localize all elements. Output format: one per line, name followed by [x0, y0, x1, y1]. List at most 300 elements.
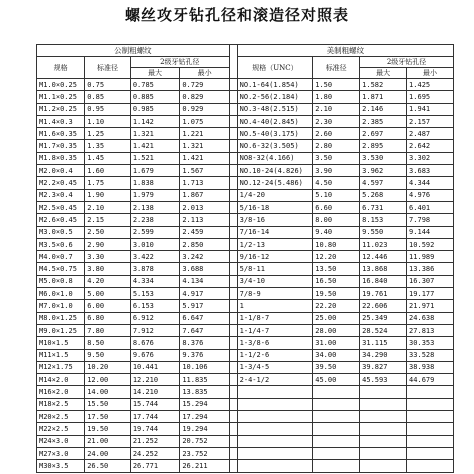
- imperial-cell: 34.00: [313, 349, 360, 361]
- metric-cell: M2.6×0.45: [37, 214, 85, 226]
- metric-cell: 11.835: [180, 374, 230, 386]
- imperial-cell: 2.642: [407, 140, 454, 152]
- metric-cell: M14×2.0: [37, 374, 85, 386]
- imperial-cell: 10.80: [313, 238, 360, 250]
- imperial-cell: [237, 460, 313, 472]
- table-row: [37, 189, 454, 201]
- imperial-cell: 28.00: [313, 324, 360, 336]
- table-row: [37, 152, 454, 164]
- imperial-cell: 25.349: [360, 312, 407, 324]
- metric-cell: 4.334: [130, 275, 180, 287]
- table-row: [37, 226, 454, 238]
- table-row: [37, 79, 454, 91]
- imperial-cell: [313, 411, 360, 423]
- metric-cell: M1.7×0.35: [37, 140, 85, 152]
- column-gap: [229, 165, 237, 177]
- metric-cell: 2.10: [85, 201, 131, 213]
- metric-cell: 13.835: [180, 386, 230, 398]
- metric-cell: 1.35: [85, 140, 131, 152]
- imperial-cell: 16.307: [407, 275, 454, 287]
- imperial-cell: 1-1/2-6: [237, 349, 313, 361]
- metric-cell: 9.676: [130, 349, 180, 361]
- metric-cell: M11×1.5: [37, 349, 85, 361]
- metric-cell: 1.075: [180, 115, 230, 127]
- imperial-cell: 10.592: [407, 238, 454, 250]
- imperial-min-header: 最小: [407, 68, 454, 79]
- metric-cell: 4.917: [180, 288, 230, 300]
- metric-cell: 8.50: [85, 337, 131, 349]
- column-gap: [229, 251, 237, 263]
- metric-cell: 0.729: [180, 79, 230, 91]
- imperial-cell: [313, 435, 360, 447]
- imperial-cell: 44.679: [407, 374, 454, 386]
- imperial-cell: [360, 398, 407, 410]
- metric-cell: 5.917: [180, 300, 230, 312]
- table-row: [37, 374, 454, 386]
- imperial-cell: 1-1/8-7: [237, 312, 313, 324]
- metric-cell: M18×2.5: [37, 398, 85, 410]
- metric-cell: 2.599: [130, 226, 180, 238]
- column-gap: [229, 300, 237, 312]
- metric-cell: 1.10: [85, 115, 131, 127]
- imperial-cell: 22.606: [360, 300, 407, 312]
- imperial-cell: 1.80: [313, 91, 360, 103]
- table-row: [37, 165, 454, 177]
- metric-cell: 21.00: [85, 435, 131, 447]
- metric-cell: M2.2×0.45: [37, 177, 85, 189]
- imperial-cell: 19.761: [360, 288, 407, 300]
- metric-cell: 6.647: [180, 312, 230, 324]
- imperial-cell: 3.683: [407, 165, 454, 177]
- column-gap: [229, 423, 237, 435]
- metric-cell: 26.50: [85, 460, 131, 472]
- metric-cell: 2.113: [180, 214, 230, 226]
- imperial-cell: [313, 447, 360, 459]
- metric-cell: 6.912: [130, 312, 180, 324]
- imperial-cell: [237, 423, 313, 435]
- imperial-cell: [360, 423, 407, 435]
- imperial-cell: 33.528: [407, 349, 454, 361]
- imperial-cell: 39.50: [313, 361, 360, 373]
- imperial-cell: [360, 447, 407, 459]
- imperial-cell: 4.50: [313, 177, 360, 189]
- metric-cell: M4.5×0.75: [37, 263, 85, 275]
- imperial-cell: 1-3/8-6: [237, 337, 313, 349]
- metric-cell: M20×2.5: [37, 411, 85, 423]
- metric-cell: 12.210: [130, 374, 180, 386]
- imperial-cell: 4.344: [407, 177, 454, 189]
- imperial-cell: [360, 435, 407, 447]
- imperial-cell: 5/16-18: [237, 201, 313, 213]
- column-gap: [229, 288, 237, 300]
- metric-size-header: 规格: [37, 57, 85, 79]
- metric-cell: 1.45: [85, 152, 131, 164]
- metric-cell: 2.850: [180, 238, 230, 250]
- imperial-cell: 1.695: [407, 91, 454, 103]
- metric-cell: 2.90: [85, 238, 131, 250]
- imperial-cell: 31.115: [360, 337, 407, 349]
- imperial-cell: 7.798: [407, 214, 454, 226]
- table-row: [37, 201, 454, 213]
- imperial-cell: [407, 386, 454, 398]
- imperial-cell: [407, 435, 454, 447]
- imperial-cell: 9/16-12: [237, 251, 313, 263]
- table-row: [37, 300, 454, 312]
- metric-cell: 5.00: [85, 288, 131, 300]
- metric-cell: M4.0×0.7: [37, 251, 85, 263]
- imperial-cell: 38.938: [407, 361, 454, 373]
- imperial-max-header: 最大: [360, 68, 407, 79]
- metric-cell: 3.242: [180, 251, 230, 263]
- imperial-cell: 24.638: [407, 312, 454, 324]
- imperial-cell: 1/2-13: [237, 238, 313, 250]
- imperial-cell: 2.385: [360, 115, 407, 127]
- metric-cell: 1.421: [130, 140, 180, 152]
- metric-cell: M1.4×0.3: [37, 115, 85, 127]
- metric-cell: 2.138: [130, 201, 180, 213]
- column-gap: [229, 152, 237, 164]
- metric-cell: M1.2×0.25: [37, 103, 85, 115]
- metric-cell: 19.294: [180, 423, 230, 435]
- metric-cell: 3.878: [130, 263, 180, 275]
- metric-cell: 15.294: [180, 398, 230, 410]
- imperial-cell: 34.290: [360, 349, 407, 361]
- imperial-cell: 3.962: [360, 165, 407, 177]
- column-gap: [229, 263, 237, 275]
- metric-cell: M2.5×0.45: [37, 201, 85, 213]
- metric-cell: 19.744: [130, 423, 180, 435]
- comparison-table: [36, 44, 454, 473]
- metric-cell: 0.75: [85, 79, 131, 91]
- metric-cell: 0.85: [85, 91, 131, 103]
- imperial-cell: [407, 423, 454, 435]
- imperial-cell: 45.593: [360, 374, 407, 386]
- metric-grade-header: 2级牙钻孔径: [130, 57, 229, 68]
- column-gap: [229, 337, 237, 349]
- imperial-cell: 1.582: [360, 79, 407, 91]
- imperial-cell: 3/8-16: [237, 214, 313, 226]
- column-gap: [229, 140, 237, 152]
- column-gap: [229, 201, 237, 213]
- imperial-cell: NO.12-24(5.486): [237, 177, 313, 189]
- metric-cell: 17.744: [130, 411, 180, 423]
- metric-cell: 6.80: [85, 312, 131, 324]
- imperial-cell: 3/4-10: [237, 275, 313, 287]
- table-body: [37, 79, 454, 473]
- metric-standard-header: 标准径: [85, 57, 131, 79]
- metric-cell: 5.153: [130, 288, 180, 300]
- metric-cell: M2.3×0.4: [37, 189, 85, 201]
- metric-cell: 14.210: [130, 386, 180, 398]
- metric-cell: M16×2.0: [37, 386, 85, 398]
- imperial-cell: 16.50: [313, 275, 360, 287]
- imperial-cell: NO.1-64(1.854): [237, 79, 313, 91]
- table-row: [37, 337, 454, 349]
- metric-cell: 21.252: [130, 435, 180, 447]
- imperial-cell: 1.941: [407, 103, 454, 115]
- table-row: [37, 128, 454, 140]
- imperial-cell: 1.871: [360, 91, 407, 103]
- table-row: [37, 263, 454, 275]
- metric-cell: 24.252: [130, 447, 180, 459]
- imperial-cell: 4.976: [407, 189, 454, 201]
- table-row: [37, 447, 454, 459]
- metric-cell: 1.838: [130, 177, 180, 189]
- metric-cell: 0.929: [180, 103, 230, 115]
- metric-cell: 9.376: [180, 349, 230, 361]
- imperial-cell: 12.20: [313, 251, 360, 263]
- imperial-cell: 2.60: [313, 128, 360, 140]
- metric-cell: 0.985: [130, 103, 180, 115]
- imperial-cell: 3.50: [313, 152, 360, 164]
- metric-cell: 1.521: [130, 152, 180, 164]
- imperial-cell: [360, 386, 407, 398]
- imperial-cell: 1.50: [313, 79, 360, 91]
- column-gap: [229, 398, 237, 410]
- imperial-cell: 19.50: [313, 288, 360, 300]
- metric-cell: 3.422: [130, 251, 180, 263]
- imperial-cell: 2-4-1/2: [237, 374, 313, 386]
- metric-cell: 7.80: [85, 324, 131, 336]
- table-row: [37, 91, 454, 103]
- metric-cell: 6.153: [130, 300, 180, 312]
- imperial-cell: [407, 447, 454, 459]
- imperial-cell: NO.6-32(3.505): [237, 140, 313, 152]
- metric-cell: 20.752: [180, 435, 230, 447]
- table-row: [37, 238, 454, 250]
- metric-cell: 15.50: [85, 398, 131, 410]
- imperial-cell: NO.2-56(2.184): [237, 91, 313, 103]
- column-gap: [229, 361, 237, 373]
- metric-min-header: 最小: [180, 68, 230, 79]
- metric-cell: 7.912: [130, 324, 180, 336]
- metric-cell: 1.25: [85, 128, 131, 140]
- imperial-cell: NO.4-40(2.845): [237, 115, 313, 127]
- imperial-cell: 25.00: [313, 312, 360, 324]
- metric-cell: 0.95: [85, 103, 131, 115]
- metric-cell: 2.459: [180, 226, 230, 238]
- imperial-cell: NO.10-24(4.826): [237, 165, 313, 177]
- metric-cell: 1.75: [85, 177, 131, 189]
- table-row: [37, 177, 454, 189]
- column-gap: [229, 349, 237, 361]
- metric-cell: 12.00: [85, 374, 131, 386]
- column-gap: [229, 374, 237, 386]
- metric-group-header: 公制粗螺纹: [37, 45, 230, 57]
- imperial-cell: 19.177: [407, 288, 454, 300]
- metric-cell: 10.20: [85, 361, 131, 373]
- imperial-cell: 2.895: [360, 140, 407, 152]
- imperial-cell: [360, 460, 407, 472]
- metric-cell: 1.979: [130, 189, 180, 201]
- column-gap: [229, 411, 237, 423]
- metric-cell: 1.867: [180, 189, 230, 201]
- column-gap: [229, 79, 237, 91]
- table-row: [37, 386, 454, 398]
- metric-cell: 2.15: [85, 214, 131, 226]
- metric-cell: 0.829: [180, 91, 230, 103]
- metric-cell: M30×3.5: [37, 460, 85, 472]
- column-gap: [229, 275, 237, 287]
- imperial-cell: 2.10: [313, 103, 360, 115]
- imperial-cell: 8.00: [313, 214, 360, 226]
- column-gap: [229, 324, 237, 336]
- metric-cell: M3.5×0.6: [37, 238, 85, 250]
- metric-cell: 1.321: [180, 140, 230, 152]
- metric-cell: 14.00: [85, 386, 131, 398]
- metric-cell: 2.238: [130, 214, 180, 226]
- imperial-cell: [313, 423, 360, 435]
- imperial-cell: 2.157: [407, 115, 454, 127]
- table-row: [37, 275, 454, 287]
- metric-cell: 26.771: [130, 460, 180, 472]
- imperial-cell: 2.80: [313, 140, 360, 152]
- metric-cell: 3.688: [180, 263, 230, 275]
- imperial-group-header: 美制粗螺纹: [237, 45, 453, 57]
- imperial-cell: 30.353: [407, 337, 454, 349]
- imperial-cell: 22.20: [313, 300, 360, 312]
- imperial-cell: 6.60: [313, 201, 360, 213]
- imperial-cell: 1-3/4-5: [237, 361, 313, 373]
- column-gap: [229, 447, 237, 459]
- column-gap: [229, 45, 237, 79]
- imperial-cell: [237, 386, 313, 398]
- imperial-cell: 7/8-9: [237, 288, 313, 300]
- imperial-cell: 16.840: [360, 275, 407, 287]
- imperial-cell: [313, 460, 360, 472]
- metric-cell: 4.20: [85, 275, 131, 287]
- metric-cell: M1.0×0.25: [37, 79, 85, 91]
- metric-cell: 3.80: [85, 263, 131, 275]
- table-row: [37, 103, 454, 115]
- imperial-cell: NO.5-40(3.175): [237, 128, 313, 140]
- imperial-cell: [313, 398, 360, 410]
- metric-cell: 17.294: [180, 411, 230, 423]
- metric-cell: 1.142: [130, 115, 180, 127]
- metric-cell: M22×2.5: [37, 423, 85, 435]
- table-row: [37, 288, 454, 300]
- imperial-cell: 1: [237, 300, 313, 312]
- column-gap: [229, 91, 237, 103]
- imperial-cell: 13.386: [407, 263, 454, 275]
- metric-cell: M1.6×0.35: [37, 128, 85, 140]
- table-row: [37, 411, 454, 423]
- imperial-cell: [407, 460, 454, 472]
- imperial-cell: 11.023: [360, 238, 407, 250]
- table-row: [37, 423, 454, 435]
- imperial-cell: [237, 447, 313, 459]
- metric-cell: 8.676: [130, 337, 180, 349]
- imperial-cell: 9.40: [313, 226, 360, 238]
- imperial-cell: 2.30: [313, 115, 360, 127]
- metric-cell: 19.50: [85, 423, 131, 435]
- imperial-standard-header: 标准径: [313, 57, 360, 79]
- metric-cell: 0.785: [130, 79, 180, 91]
- imperial-cell: 7/16-14: [237, 226, 313, 238]
- imperial-size-header: 规格（UNC）: [237, 57, 313, 79]
- imperial-cell: NO.3-48(2.515): [237, 103, 313, 115]
- imperial-cell: 8.153: [360, 214, 407, 226]
- imperial-cell: 9.550: [360, 226, 407, 238]
- imperial-cell: 12.446: [360, 251, 407, 263]
- metric-cell: 2.50: [85, 226, 131, 238]
- page-title: 螺丝攻牙钻孔径和滚造径对照表: [124, 6, 349, 24]
- metric-cell: M27×3.0: [37, 447, 85, 459]
- column-gap: [229, 460, 237, 472]
- column-gap: [229, 189, 237, 201]
- metric-cell: M5.0×0.8: [37, 275, 85, 287]
- table-row: [37, 361, 454, 373]
- metric-cell: 17.50: [85, 411, 131, 423]
- imperial-cell: [407, 398, 454, 410]
- metric-cell: 9.50: [85, 349, 131, 361]
- imperial-cell: 9.144: [407, 226, 454, 238]
- column-gap: [229, 238, 237, 250]
- imperial-cell: 45.00: [313, 374, 360, 386]
- metric-cell: 8.376: [180, 337, 230, 349]
- metric-cell: 7.647: [180, 324, 230, 336]
- imperial-cell: 3.90: [313, 165, 360, 177]
- table-row: [37, 115, 454, 127]
- imperial-cell: 5.10: [313, 189, 360, 201]
- metric-cell: 1.60: [85, 165, 131, 177]
- imperial-cell: 2.146: [360, 103, 407, 115]
- metric-cell: 10.106: [180, 361, 230, 373]
- metric-cell: M24×3.0: [37, 435, 85, 447]
- imperial-cell: 27.813: [407, 324, 454, 336]
- table-row: [37, 324, 454, 336]
- metric-cell: 1.90: [85, 189, 131, 201]
- table-row: [37, 398, 454, 410]
- metric-cell: 3.010: [130, 238, 180, 250]
- metric-cell: M7.0×1.0: [37, 300, 85, 312]
- metric-cell: M12×1.75: [37, 361, 85, 373]
- imperial-grade-header: 2级牙钻孔径: [360, 57, 454, 68]
- column-gap: [229, 435, 237, 447]
- metric-cell: M1.8×0.35: [37, 152, 85, 164]
- imperial-cell: 4.597: [360, 177, 407, 189]
- metric-cell: 10.441: [130, 361, 180, 373]
- metric-cell: 1.221: [180, 128, 230, 140]
- metric-cell: 1.567: [180, 165, 230, 177]
- table-row: [37, 435, 454, 447]
- metric-cell: 24.00: [85, 447, 131, 459]
- imperial-cell: [313, 386, 360, 398]
- metric-cell: M10×1.5: [37, 337, 85, 349]
- imperial-cell: 5/8-11: [237, 263, 313, 275]
- imperial-cell: 39.827: [360, 361, 407, 373]
- imperial-cell: 1/4-20: [237, 189, 313, 201]
- metric-cell: 26.211: [180, 460, 230, 472]
- metric-cell: 15.744: [130, 398, 180, 410]
- imperial-cell: 2.487: [407, 128, 454, 140]
- imperial-cell: 3.530: [360, 152, 407, 164]
- metric-cell: 3.30: [85, 251, 131, 263]
- table-row: [37, 312, 454, 324]
- imperial-cell: [237, 435, 313, 447]
- column-gap: [229, 214, 237, 226]
- metric-cell: 4.134: [180, 275, 230, 287]
- imperial-cell: 13.868: [360, 263, 407, 275]
- table-row: [37, 140, 454, 152]
- column-gap: [229, 226, 237, 238]
- metric-cell: 0.885: [130, 91, 180, 103]
- column-gap: [229, 128, 237, 140]
- column-gap: [229, 386, 237, 398]
- metric-cell: 23.752: [180, 447, 230, 459]
- imperial-cell: 13.50: [313, 263, 360, 275]
- metric-max-header: 最大: [130, 68, 180, 79]
